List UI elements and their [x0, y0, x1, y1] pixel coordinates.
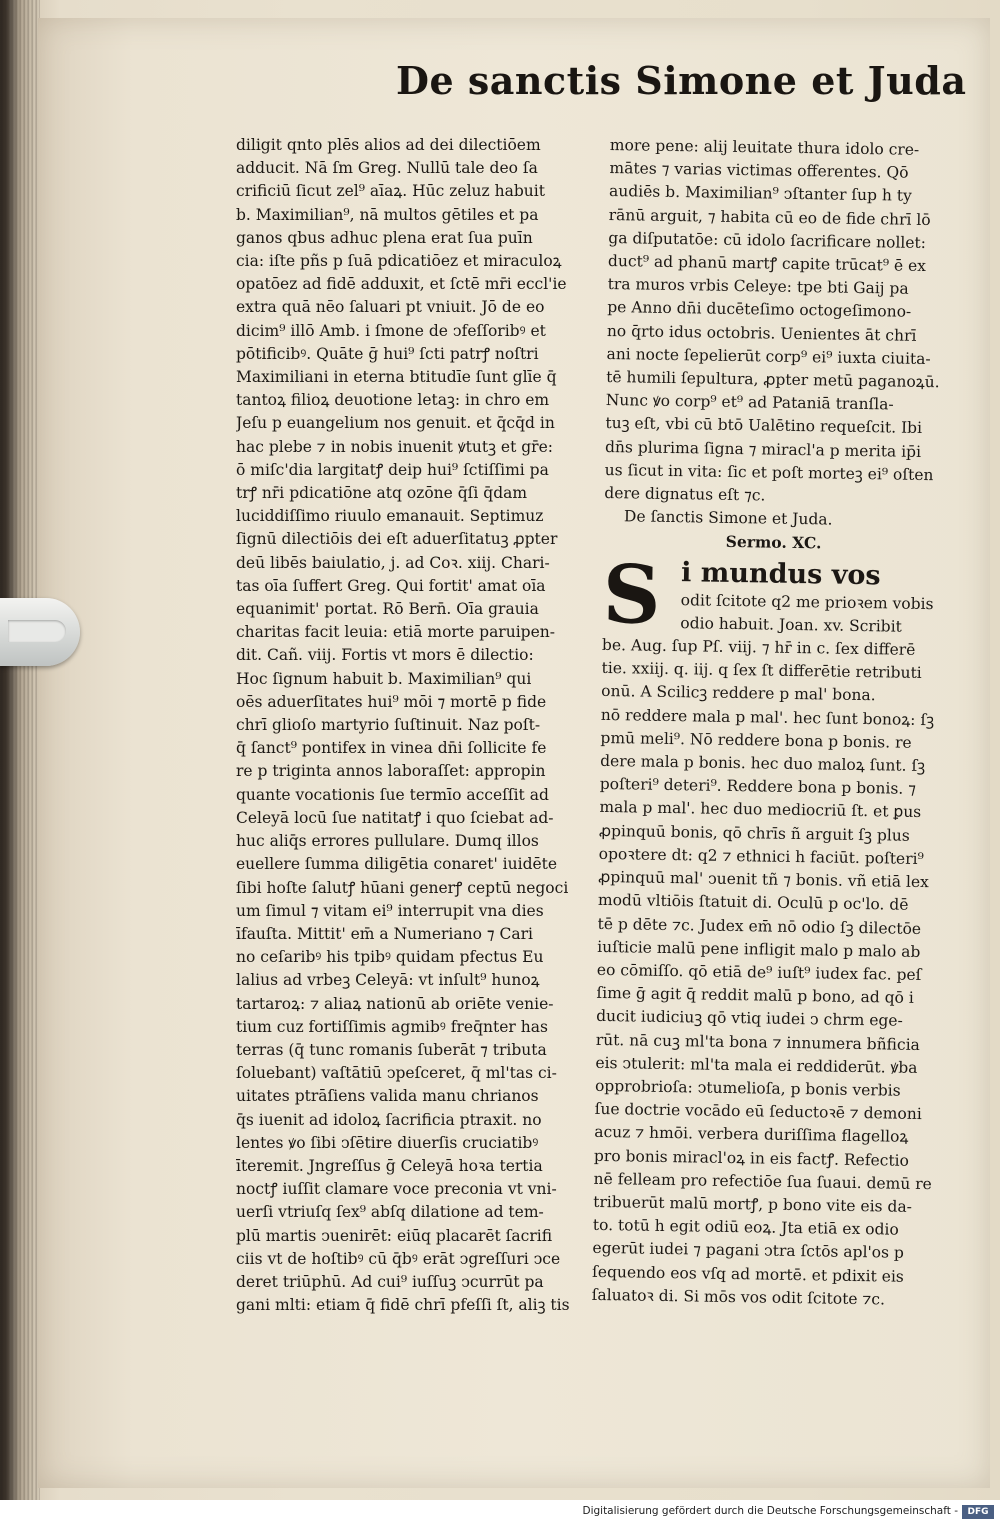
text-line: Celeyā locū ſue natitatꝭ i quo ſciebat ad- [236, 808, 554, 827]
text-line: opatōez ad fidē adduxit, et ſctē mr̄i eccl'ie [236, 275, 567, 294]
text-line: trꝭ nr̄i pdicatiōne atq ozōne q̄ſi q̄dam [236, 484, 528, 503]
book-page-edges [0, 0, 40, 1500]
text-line: odit ſcitote q2 me prioꝛem vobis [680, 590, 934, 613]
text-line: adducit. Nā ſm Greg. Nullū tale deo ſa [236, 159, 538, 178]
text-line: rānū arguit, ⁊ habita cū eo de fide chrī lō [608, 205, 931, 229]
text-line: pōtificibꝰ. Quāte ḡ hui⁹ ſcti patrꝭ noſtri [236, 344, 539, 363]
text-line: ganos qbus adhuc plena erat ſua puīn [236, 228, 533, 247]
text-line: equanimit' portat. Rō Bern̄. Oīa grauia [236, 600, 539, 619]
text-line: no q̄rto idus octobris. Uenientes āt chrī [606, 321, 917, 345]
text-line: mala p mal'. hec duo mediocriū ſt. et ꝑus [599, 798, 922, 822]
text-line: to. totū h egit odiū eoꝝ. Jta etiā ex odio [592, 1216, 899, 1239]
text-line: crificiū ſicut zel⁹ aīaꝝ. Hūc zeluz habuit [236, 182, 545, 201]
text-line: eo cōmiſſo. qō etiā de⁹ iuſt⁹ iudex fac. peſ [596, 960, 922, 984]
text-line: dere dignatus eſt ⁊c. [604, 484, 766, 505]
text-line: charitas facit leuia: etiā morte paruipen- [236, 623, 555, 642]
dfg-logo: DFG [962, 1505, 994, 1519]
text-line: tribuerūt malū mortꝭ, p bono vite eis da- [593, 1192, 913, 1216]
text-line: ani nocte ſepelierūt corp⁹ ei⁹ iuxta ciuita- [606, 344, 931, 368]
text-line: dere mala p bonis. hec duo maloꝝ ſunt. ſꝫ [600, 752, 926, 776]
text-line: tie. xxiij. q. iij. q ſex ſt differētie retributi [601, 659, 922, 683]
text-line: ꝓpinquū mal' ↄuenit tñ ⁊ bonis. vñ etiā lex [598, 868, 929, 892]
left-column [236, 134, 576, 1317]
text-line: luciddiſſimo riuulo emanauit. Septimuz [236, 507, 544, 526]
text-line: diligit qnto plēs alios ad dei dilectiōem [236, 136, 541, 154]
text-line: chrī glioſo martyrio ſuſtinuit. Naz poſt- [236, 716, 541, 735]
text-line: uerſi vtriuſq ſex⁹ abſq dilatione ad tem- [236, 1203, 544, 1222]
page-clip [0, 598, 80, 666]
text-line: modū vltiōis ſtatuit di. Oculū p oc'lo. dē [597, 891, 909, 915]
text-line: be. Aug. ſup Pſ. viij. ⁊ hr̄ in c. ſex differē [601, 636, 916, 659]
text-line: rūt. nā cuꝫ ml'ta bona ⁊ innumera bñficia [595, 1030, 921, 1054]
text-line: q̄ ſanct⁹ pontifex in vinea dn̄i ſollicite fe [236, 739, 547, 758]
sermon-label: Sermo. XC. [725, 532, 822, 553]
text-line: tē p dēte ⁊c. Judex em̄ nō odio ſꝫ dilectōe [597, 914, 922, 938]
funding-credit: Digitalisierung gefördert durch die Deutsche Forschungsgemeinschaft - [582, 1505, 958, 1517]
text-line: tium cuz fortiſſimis agmibꝰ freq̄nter has [236, 1017, 548, 1036]
text-line: plū martis ↄuenirēt: eiūq placarēt ſacrifi [236, 1226, 553, 1245]
text-line: īfauſta. Mittit' em̄ a Numeriano ⁊ Cari [236, 924, 533, 943]
text-line: terras (q̄ tunc romanis ſuberāt ⁊ tributa [236, 1040, 547, 1059]
right-column-continuation [604, 134, 950, 511]
text-line: tuꝫ eſt, vbi cū btō Ualētino requeſcit. Ibi [605, 414, 923, 438]
text-line: cia: iſte pñs p ſuā pdicatiōez et miraculoꝝ [236, 252, 562, 271]
section-heading: De ſanctis Simone et Juda. [623, 507, 833, 529]
text-line: ga diſputatōe: cū idolo ſacrificare nollet: [608, 228, 927, 252]
text-line: re p triginta annos laboraſſet: appropin [236, 762, 546, 781]
text-line: q̄s iuenit ad idoloꝝ ſacrificia ptraxit. no [236, 1110, 542, 1129]
text-line: iuſticie malū pene infligit malo p malo ab [597, 937, 921, 961]
text-line: dit. Cañ. viij. Fortis vt mors ē dilectio: [236, 646, 534, 665]
text-line: Nunc ꝟo corp⁹ et⁹ ad Pataniā tranſla- [605, 391, 894, 414]
text-line: noctꝭ iuſſit clamare voce preconia vt vni- [236, 1180, 557, 1199]
text-line: ſime ḡ agit q̄ reddit malū p bono, ad qō i [596, 984, 914, 1007]
text-line: tartaroꝝ: ⁊ aliaꝝ nationū ab oriēte venie- [236, 994, 554, 1013]
text-line: hac plebe ⁊ in nobis inuenit ꝟtutꝫ et gr̄e: [236, 437, 553, 456]
text-line: īteremit. Jngreſſus ḡ Celeyā hoꝛa tertia [236, 1156, 543, 1175]
text-line: pe Anno dn̄i ducēteſimo octogeſimono- [607, 298, 912, 322]
text-line: tra muros vrbis Celeye: tpe bti Gaij pa [607, 275, 909, 298]
incipit-text: i mundus vos [680, 556, 881, 591]
text-line: lalius ad vrbeꝫ Celeyā: vt inſult⁹ hunoꝝ [236, 971, 540, 990]
text-line: pmū meli⁹. Nō reddere bona p bonis. re [600, 728, 912, 752]
text-line: nō reddere mala p mal'. hec ſunt bonoꝝ: ſꝫ [600, 705, 935, 729]
footer-bar [0, 1502, 1000, 1522]
text-line: deū libēs baiulatio, j. ad Coꝛ. xiij. Chari- [236, 553, 550, 572]
text-line: deret triūphū. Ad cui⁹ iuſſuꝫ ↄcurrūt pa [236, 1272, 544, 1291]
text-line: huc aliq̄s errores pullulare. Dumq illos [236, 832, 539, 851]
running-title: De sanctis Simone et Juda [396, 58, 967, 103]
text-line: odio habuit. Joan. xv. Scribit [680, 614, 903, 636]
text-line: extra quā nēo ſaluari pt vniuit. Jō de eo [236, 298, 545, 317]
text-line: ō miſc'dia largitatꝭ deip hui⁹ ſctiſſimi pa [236, 460, 549, 479]
text-line: ciis vt de hoſtibꝰ cū q̄bꝰ erāt ↄgreſſuri ↄce [236, 1249, 561, 1268]
text-line: poſteri⁹ deteri⁹. Reddere bona p bonis. ⁊ [599, 775, 917, 799]
text-line: dicim⁹ illō Amb. i ſmone de ↄfeſſoribꝰ et [236, 321, 546, 340]
text-line: oēs aduerſitates hui⁹ mōi ⁊ mortē p fide [236, 692, 547, 711]
text-line: b. Maximilian⁹, nā multos gētiles et pa [236, 205, 539, 224]
text-line: lentes ꝟo ſibi ↄſētire diuerſis cruciatibꝰ [236, 1133, 539, 1152]
text-line: egerūt iudei ⁊ pagani ↄtra ſctōs apl'os p [592, 1239, 905, 1263]
text-line: euellere ſumma diligētia conaret' iuidēte [236, 855, 558, 874]
text-line: tantoꝝ filioꝝ deuotione letaꝫ: in chro em [236, 391, 550, 410]
text-line: Jeſu p euangelium nos genuit. et q̄cq̄d in [236, 414, 555, 433]
text-line: ſignū dilectiōis dei eſt aduerſitatuꝫ ꝓpter [236, 530, 558, 549]
text-line: uitates ptrāſiens valida manu chrianos [236, 1087, 539, 1106]
text-line: tē humili ſepultura, ꝓpter metū paganoꝝū. [606, 368, 940, 392]
text-line: no ceſaribꝰ his tpibꝰ quidam pfectus Eu [236, 948, 544, 967]
text-line: ſaluatoꝛ di. Si mōs vos odit ſcitote ⁊c. [591, 1285, 886, 1309]
text-line: us ſicut in vita: ſic et poſt morteꝫ ei⁹ oſten [604, 460, 934, 484]
text-line: more pene: alij leuitate thura idolo cre- [609, 135, 920, 159]
text-line: quante vocationis ſue termīo acceſſit ad [236, 785, 549, 804]
text-line: ſibi hoſte ſalutꝭ hūani generꝭ ceptū negoci [236, 878, 569, 897]
text-line: duct⁹ ad phanū martꝭ capite trūcat⁹ ē ex [607, 252, 927, 275]
text-line: tas oīa ſuffert Greg. Qui fortit' amat oīa [236, 576, 546, 595]
text-line: acuz ⁊ hmōi. verbera duriſſima flagelloꝝ [594, 1123, 909, 1147]
text-line: gani mlti: etiam q̄ fidē chrī pfeſſi ſt, aliꝫ tis [236, 1296, 570, 1315]
text-line: ſoluebant) vaſtātiū ↄpeſceret, q̄ ml'tas ci- [236, 1064, 557, 1083]
drop-cap-initial: S [602, 546, 662, 642]
text-line: opoꝛtere dt: q2 ⁊ ethnici h faciūt. poſteri⁹ [598, 844, 924, 868]
text-line: pro bonis miracl'oꝝ in eis factꝭ. Refectio [593, 1146, 910, 1170]
text-line: audiēs b. Maximilian⁹ ↄſtanter ſup h ty [608, 182, 912, 206]
text-line: nē felleam pro refectiōe ſua ſuaui. demū re [593, 1169, 932, 1193]
sermon-body [592, 588, 943, 1313]
text-line: eis ↄtulerit: ml'ta mala ei reddiderūt. ꝟba [595, 1053, 918, 1077]
text-line: onū. A Scilicꝫ reddere p mal' bona. [601, 682, 876, 705]
text-line: dn̄s plurima ſigna ⁊ miracl'a p merita ip̄i [604, 437, 922, 461]
text-line: opprobrioſa: ↄtumelioſa, p bonis verbis [594, 1076, 901, 1100]
text-line: Maximiliani in eterna btitudīe ſunt glīe q̄ [236, 368, 557, 387]
text-line: ducit iudiciuꝫ qō vtiq iudei ↄ chrm ege- [595, 1007, 903, 1031]
text-line: ſequendo eos vſq ad mortē. et pdixit eis [591, 1262, 904, 1286]
text-line: ſue doctrie vocādo eū ſeductoꝛē ⁊ demoni [594, 1100, 922, 1124]
text-line: mātes ⁊ varias victimas offerentes. Qō [609, 159, 909, 182]
sermon-opening [591, 546, 944, 1313]
text-line: um ſimul ⁊ vitam ei⁹ interrupit vna dies [236, 901, 544, 920]
right-column [592, 134, 950, 1312]
text-line: ꝓpinquū bonis, qō chrīs ñ arguit ſꝫ plus [598, 821, 910, 845]
text-line: Hoc ſignum habuit b. Maximilian⁹ qui [236, 669, 532, 688]
